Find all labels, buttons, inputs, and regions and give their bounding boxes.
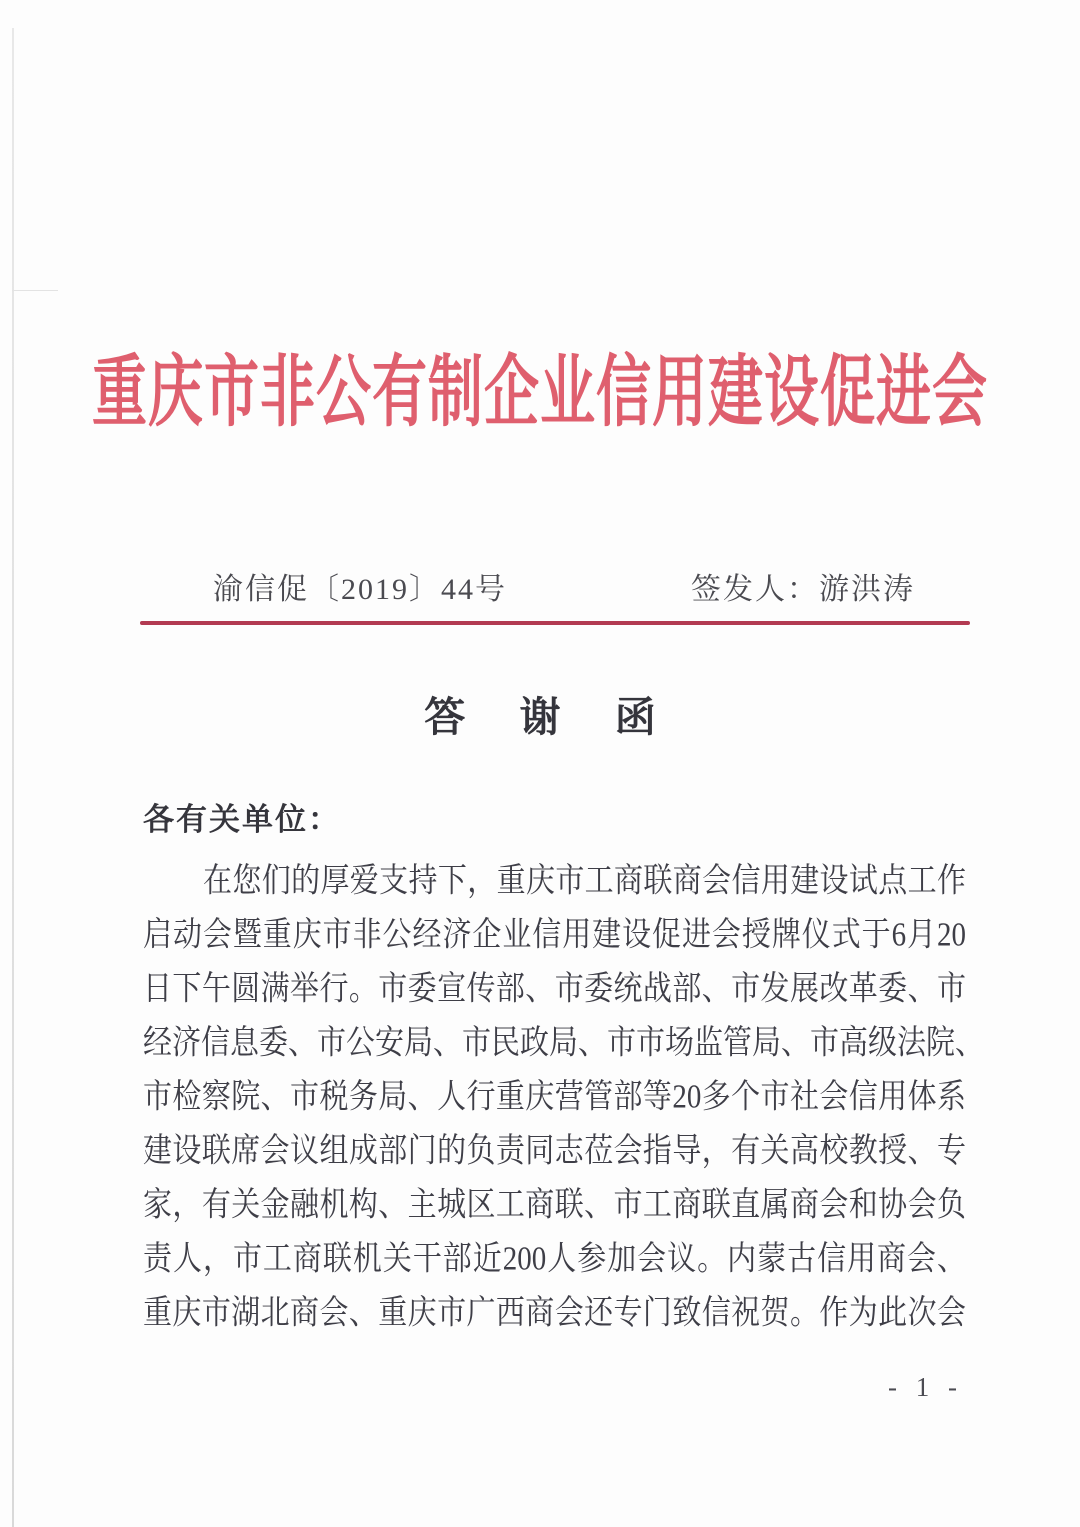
letterhead-org-title: 重庆市非公有制企业信用建设促进会 <box>91 348 988 436</box>
body-line: 日下午圆满举行。市委宣传部、市委统战部、市发展改革委、市 <box>143 970 966 1008</box>
page-number: - 1 - <box>888 1372 963 1402</box>
body-line: 责人，市工商联机关干部近200人参加会议。内蒙古信用商会、 <box>143 1240 966 1278</box>
doc-number: 渝信促〔2019〕44号 <box>213 573 507 606</box>
body-line: 家，有关金融机构、主城区工商联、市工商联直属商会和协会负 <box>143 1186 966 1224</box>
salutation: 各有关单位： <box>143 802 341 837</box>
issuer-name: 签发人：游洪涛 <box>691 573 915 606</box>
body-line: 经济信息委、市公安局、市民政局、市市场监管局、市高级法院、 <box>143 1024 985 1062</box>
body-line: 市检察院、市税务局、人行重庆营管部等20多个市社会信用体系 <box>143 1078 966 1116</box>
paragraph <box>143 854 985 1340</box>
doc-meta-row <box>143 566 965 606</box>
body-line: 建设联席会议组成部门的负责同志莅会指导，有关高校教授、专 <box>143 1132 966 1170</box>
body-line: 启动会暨重庆市非公经济企业信用建设促进会授牌仪式于6月20 <box>143 916 966 954</box>
body-line: 重庆市湖北商会、重庆市广西商会还专门致信祝贺。作为此次会 <box>143 1294 966 1332</box>
scan-corner-artifact <box>12 290 58 291</box>
scan-edge-artifact <box>12 28 14 1527</box>
red-divider-line <box>140 621 970 625</box>
letter-body <box>143 798 985 1340</box>
body-line: 在您们的厚爱支持下，重庆市工商联商会信用建设试点工作 <box>203 862 966 900</box>
letter-title: 答 谢 函 <box>424 694 678 740</box>
